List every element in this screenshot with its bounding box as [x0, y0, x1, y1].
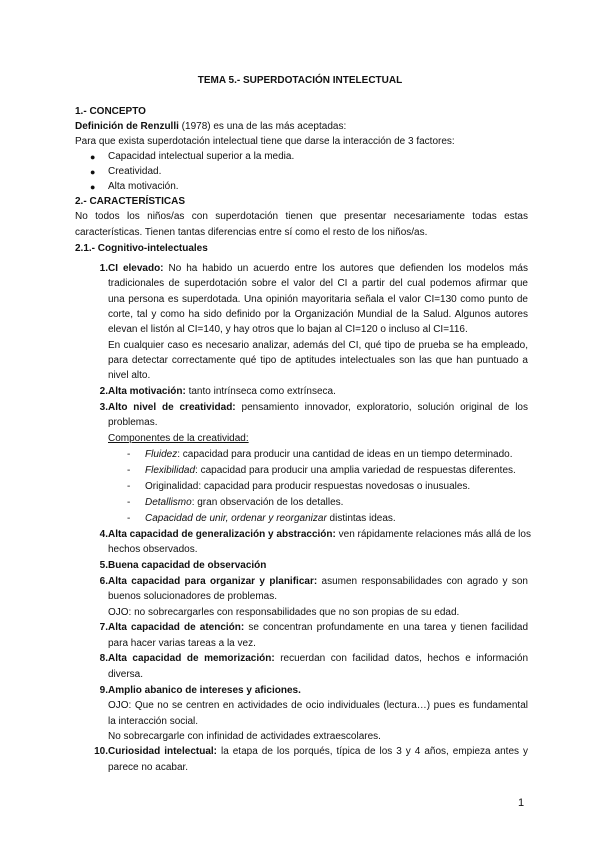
item-line — [108, 576, 528, 588]
dash-icon: - — [127, 481, 131, 492]
item-line: nivel alto. — [108, 370, 151, 381]
item-line: problemas. — [108, 417, 158, 428]
item-line: para hacer varias tareas a la vez. — [108, 638, 256, 649]
item-text: No ha habido un acuerdo entre los autores que defienden los modelos más — [168, 263, 528, 274]
item-lead: Alta capacidad de atención: — [108, 622, 245, 633]
dash-icon: - — [127, 497, 131, 508]
component-desc: : gran observación de los detalles. — [191, 497, 344, 508]
item-lead: Alta capacidad de memorización: — [108, 653, 275, 664]
item-text: recuerdan con facilidad datos, hechos e información — [280, 653, 528, 664]
component-item — [145, 513, 396, 525]
component-item — [145, 497, 343, 509]
bullet-icon: ● — [90, 182, 96, 192]
page-number: 1 — [518, 797, 525, 809]
item-line — [108, 263, 528, 275]
item-number: 10. — [94, 746, 108, 757]
item-line: tradicionales de superdotación sobre el valor del CI a partir del cual podemos afirmar que — [108, 278, 528, 289]
item-number: 5. — [99, 560, 108, 571]
component-item: Originalidad: capacidad para producir respuestas novedosas o inusuales. — [145, 481, 471, 492]
item-line — [108, 746, 528, 758]
component-term: Flexibilidad — [145, 465, 196, 476]
item-number: 1. — [99, 263, 108, 274]
dash-icon: - — [127, 465, 131, 476]
bullet-item: Capacidad intelectual superior a la media. — [108, 151, 295, 162]
item-line: una persona es superdotada. Una opinión mayoritaria señala el valor CI=130 como punto de — [108, 294, 528, 305]
item-text: se concentran profundamente en una tarea y tienen facilidad — [248, 622, 528, 633]
section-heading-concepto: 1.- CONCEPTO — [75, 106, 146, 117]
item-number: 7. — [99, 622, 108, 633]
item-line: hechos observados. — [108, 544, 198, 555]
definition-line — [75, 121, 346, 133]
item-line: OJO: Que no se centren en actividades de ocio individuales (lectura…) pues es fundamental — [108, 700, 528, 711]
item-line — [108, 402, 528, 414]
section-heading-caracteristicas: 2.- CARACTERÍSTICAS — [75, 196, 186, 207]
item-line: la interacción social. — [108, 716, 199, 727]
item-line — [108, 386, 336, 398]
definition-bold: Definición de Renzulli — [75, 121, 179, 132]
component-desc: : capacidad para producir una cantidad de ideas en un tiempo determinado. — [177, 449, 513, 460]
item-text: pensamiento innovador, exploratorio, solución original de los — [241, 402, 528, 413]
item-number: 4. — [99, 529, 108, 540]
item-text: ven rápidamente relaciones más allá de los — [338, 529, 531, 540]
component-term: Detallismo — [145, 497, 192, 508]
item-line: En cualquier caso es necesario analizar, además del CI, qué tipo de prueba se ha empleado, — [108, 340, 528, 351]
dash-icon: - — [127, 513, 131, 524]
item-line: parece no acabar. — [108, 762, 189, 773]
definition-rest: (1978) es una de las más aceptadas: — [178, 121, 347, 132]
item-text: asumen responsabilidades con agrado y son — [321, 576, 528, 587]
item-line: corte, tal y como ha sido definido por la Organización Mundial de la Salud. Algunos autores — [108, 309, 528, 320]
item-lead: Amplio abanico de intereses y aficiones. — [108, 685, 301, 696]
bullet-item: Alta motivación. — [108, 181, 179, 192]
bullet-icon: ● — [90, 152, 96, 162]
item-number: 3. — [99, 402, 108, 413]
page-title: TEMA 5.- SUPERDOTACIÓN INTELECTUAL — [197, 75, 403, 86]
component-item — [145, 465, 516, 477]
component-desc: : capacidad para producir una amplia variedad de respuestas diferentes. — [195, 465, 516, 476]
item-line: buenos solucionadores de problemas. — [108, 591, 277, 602]
item-lead: Alto nivel de creatividad: — [108, 402, 236, 413]
item-lead: Alta capacidad para organizar y planificar: — [108, 576, 318, 587]
item-number: 2. — [99, 386, 108, 397]
item-line — [108, 529, 531, 541]
dash-icon: - — [127, 449, 131, 460]
item-line: OJO: no sobrecargarles con responsabilidades que no son propias de su edad. — [108, 607, 460, 618]
component-term: Fluidez — [145, 449, 178, 460]
item-line — [108, 653, 528, 665]
item-number: 6. — [99, 576, 108, 587]
item-line — [108, 622, 528, 634]
item-number: 9. — [99, 685, 108, 696]
paragraph-line: características. Tienen tantas diferencias entre sí como el resto de los niños/as. — [75, 227, 428, 238]
intro-line: Para que exista superdotación intelectual tiene que darse la interacción de 3 factores: — [75, 136, 455, 147]
bullet-item: Creatividad. — [108, 166, 162, 177]
subsection-heading: 2.1.- Cognitivo-intelectuales — [75, 243, 208, 254]
components-title: Componentes de la creatividad: — [108, 433, 249, 444]
item-text: tanto intrínseca como extrínseca. — [185, 386, 336, 397]
item-lead: Curiosidad intelectual: — [108, 746, 217, 757]
item-line: para detectar correctamente qué tipo de aptitudes intelectuales son las que han puntuado a — [108, 355, 528, 366]
component-term: Capacidad de unir, ordenar y reorganizar — [145, 513, 327, 524]
item-line: No sobrecargarle con infinidad de actividades extraescolares. — [108, 731, 381, 742]
item-lead: Alta motivación: — [108, 386, 186, 397]
item-lead: Alta capacidad de generalización y abstracción: — [108, 529, 336, 540]
bullet-icon: ● — [90, 167, 96, 177]
component-desc: distintas ideas. — [326, 513, 396, 524]
paragraph-line: No todos los niños/as con superdotación tienen que presentar necesariamente todas estas — [75, 211, 528, 222]
item-lead: CI elevado: — [108, 263, 164, 274]
item-lead: Buena capacidad de observación — [108, 560, 267, 571]
item-line: elevan el listón al CI=140, y hay otros que lo bajan al CI=120 o incluso al CI=116. — [108, 324, 468, 335]
item-line: diversa. — [108, 669, 144, 680]
item-text: la etapa de los porqués, típica de los 3 y 4 años, empieza antes y — [220, 746, 528, 757]
item-number: 8. — [99, 653, 108, 664]
component-item — [145, 449, 512, 461]
